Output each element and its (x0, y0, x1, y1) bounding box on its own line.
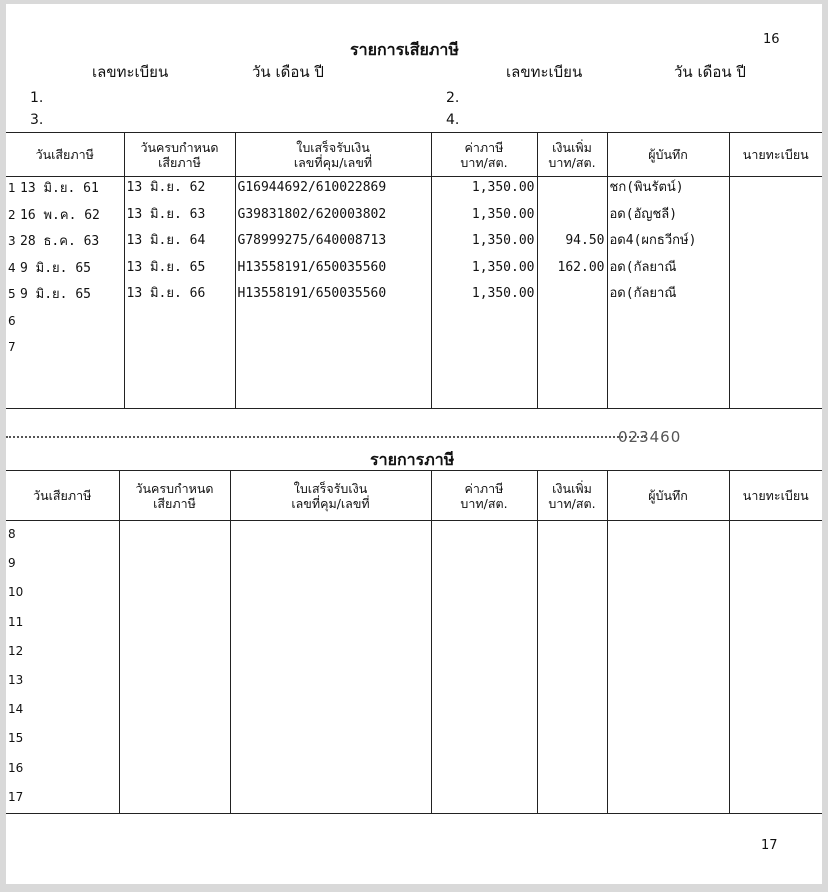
due-date: 13 มิ.ย. 64 (124, 230, 235, 257)
table-row (6, 667, 822, 696)
column-header-due-date: วันครบกำหนด เสียภาษี (124, 133, 235, 177)
perforation-line (6, 436, 646, 440)
registrar-signature (729, 204, 822, 231)
tax-amount: 1,350.00 (431, 204, 537, 231)
due-date: 13 มิ.ย. 66 (124, 283, 235, 310)
due-date: 13 มิ.ย. 62 (124, 177, 235, 204)
recorder-name: อด(กัลยาณี (607, 257, 729, 284)
column-header-paid-date: วันเสียภาษี (35, 147, 94, 162)
column-header-recorder: ผู้บันทึก (607, 133, 729, 177)
registration-line-1: 1. (30, 90, 44, 106)
tax-list-table (6, 470, 822, 814)
tax-amount (431, 310, 537, 337)
row-number: 9 (8, 556, 16, 571)
table-row (6, 550, 822, 579)
row-number: 10 (8, 585, 24, 600)
column-header-receipt: ใบเสร็จรับเงิน เลขที่คุม/เลขที่ (230, 471, 431, 521)
paid-date: 9 มิ.ย. 65 (20, 287, 91, 302)
paid-date: 9 มิ.ย. 65 (20, 260, 91, 276)
row-number: 2 (8, 207, 16, 222)
strip-number: 023460 (618, 428, 682, 446)
column-header-paid-date: วันเสียภาษี (33, 488, 92, 503)
row-number: 12 (8, 643, 24, 658)
table-row (6, 638, 822, 667)
table-row (6, 283, 822, 310)
table-row (6, 257, 822, 284)
table-row (6, 310, 822, 337)
registration-header-left: เลขทะเบียน (92, 63, 169, 81)
row-number: 17 (6, 784, 119, 814)
registration-line-2: 2. (446, 90, 460, 106)
table-row (6, 230, 822, 257)
date-header-left: วัน เดือน ปี (252, 63, 324, 81)
table-row (6, 725, 822, 754)
row-number: 14 (8, 702, 24, 717)
due-date: 13 มิ.ย. 63 (124, 204, 235, 231)
row-number: 3 (8, 234, 16, 248)
row-number: 6 (8, 313, 16, 328)
registrar-signature (729, 283, 822, 310)
table-row (6, 177, 822, 204)
column-header-due-date: วันครบกำหนด เสียภาษี (119, 471, 230, 521)
table-row (6, 521, 822, 551)
table-row (6, 336, 822, 409)
tax-record-page (6, 4, 822, 884)
table-row (6, 579, 822, 608)
tax-amount: 1,350.00 (431, 177, 537, 204)
receipt-number (235, 310, 431, 337)
registrar-signature (729, 177, 822, 204)
table-row (6, 696, 822, 725)
row-number: 11 (8, 614, 24, 629)
row-number: 4 (8, 260, 16, 275)
due-date: 13 มิ.ย. 65 (124, 257, 235, 284)
table-header-row (6, 471, 822, 521)
receipt-number: H13558191/650035560 (235, 283, 431, 310)
table-header-row (6, 133, 822, 177)
page-number-bottom: 17 (761, 838, 778, 853)
column-header-tax-amount: ค่าภาษี บาท/สต. (431, 133, 537, 177)
recorder-name (607, 310, 729, 337)
surcharge-amount (537, 310, 607, 337)
receipt-number: G78999275/640008713 (235, 230, 431, 257)
recorder-name (607, 336, 729, 409)
receipt-number: G39831802/620003802 (235, 204, 431, 231)
registrar-signature (729, 230, 822, 257)
registration-header-right: เลขทะเบียน (506, 63, 583, 81)
row-number: 8 (8, 527, 16, 541)
registrar-signature (729, 336, 822, 409)
table-row (6, 609, 822, 638)
registration-line-4: 4. (446, 112, 460, 128)
column-header-surcharge: เงินเพิ่ม บาท/สต. (537, 471, 607, 521)
surcharge-amount (537, 336, 607, 409)
paid-date: 28 ธ.ค. 63 (20, 234, 100, 249)
surcharge-amount (537, 283, 607, 310)
table-row (6, 755, 822, 784)
column-header-tax-amount: ค่าภาษี บาท/สต. (431, 471, 537, 521)
surcharge-amount (537, 177, 607, 204)
section-title-tax-list: รายการภาษี (370, 450, 455, 469)
receipt-number (235, 336, 431, 409)
tax-amount: 1,350.00 (431, 257, 537, 284)
column-header-recorder: ผู้บันทึก (607, 471, 729, 521)
row-number: 7 (8, 340, 16, 354)
column-header-registrar: นายทะเบียน (729, 133, 822, 177)
receipt-number: H13558191/650035560 (235, 257, 431, 284)
tax-amount: 1,350.00 (431, 230, 537, 257)
tax-payment-table (6, 132, 822, 409)
due-date (124, 336, 235, 409)
paid-date: 13 มิ.ย. 61 (20, 181, 99, 196)
table-row (6, 784, 822, 814)
registration-line-3: 3. (30, 112, 44, 128)
row-number: 13 (8, 672, 24, 687)
registrar-signature (729, 257, 822, 284)
row-number: 15 (8, 731, 24, 746)
column-header-registrar: นายทะเบียน (729, 471, 822, 521)
column-header-surcharge: เงินเพิ่ม บาท/สต. (537, 133, 607, 177)
due-date (124, 310, 235, 337)
recorder-name: อด4(ผกธวีกษ์) (607, 230, 729, 257)
surcharge-amount (537, 204, 607, 231)
recorder-name: อด(อัญชลี) (607, 204, 729, 231)
registrar-signature (729, 310, 822, 337)
column-header-receipt: ใบเสร็จรับเงิน เลขที่คุม/เลขที่ (235, 133, 431, 177)
table-row (6, 204, 822, 231)
tax-amount: 1,350.00 (431, 283, 537, 310)
recorder-name: อด(กัลยาณี (607, 283, 729, 310)
tax-amount (431, 336, 537, 409)
surcharge-amount: 94.50 (537, 230, 607, 257)
recorder-name: ชก(พินรัตน์) (607, 177, 729, 204)
receipt-number: G16944692/610022869 (235, 177, 431, 204)
date-header-right: วัน เดือน ปี (674, 63, 746, 81)
row-number: 16 (8, 760, 24, 775)
row-number: 5 (8, 287, 16, 301)
paid-date: 16 พ.ค. 62 (20, 207, 100, 223)
section-title-tax-payments: รายการเสียภาษี (350, 40, 459, 59)
page-number-top: 16 (763, 32, 780, 47)
surcharge-amount: 162.00 (537, 257, 607, 284)
row-number: 1 (8, 181, 16, 195)
